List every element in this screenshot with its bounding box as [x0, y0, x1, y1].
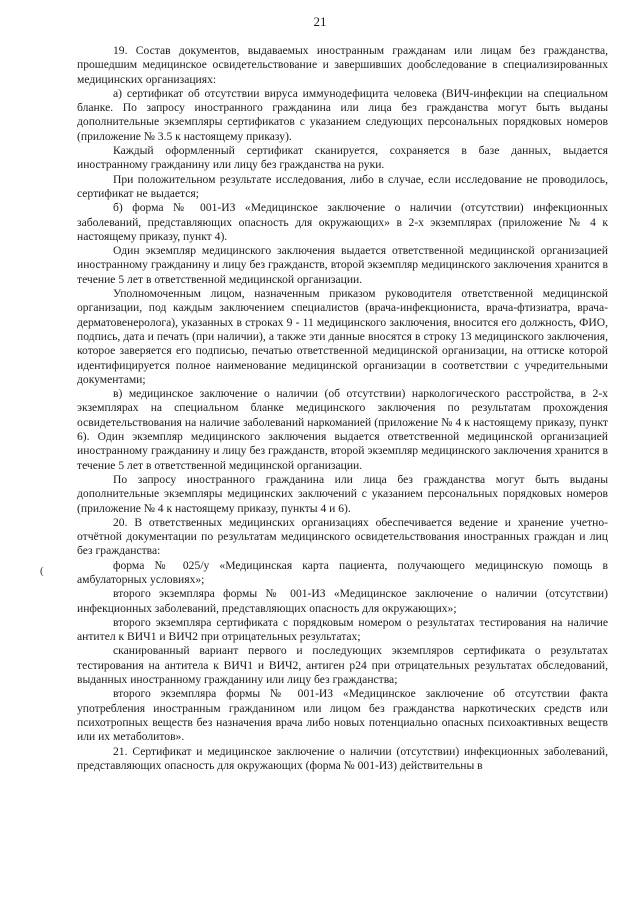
paragraph-21-validity: 21. Сертификат и медицинское заключение о наличии (отсутствии) инфекционных заболеваний, представляющих опасность для окружающих (форма № 001-ИЗ) действительны в	[77, 744, 608, 772]
page-number: 21	[313, 14, 327, 29]
paragraph-scanned-certificates: сканированный вариант первого и последующих экземпляров сертификата о результатах тестирования на антитела к ВИЧ1 и ВИЧ2, антиген р24 при отрицательных результатах обследований, выданных иностранному гражданину или лицу без гражданства;	[77, 644, 608, 687]
paragraph-second-copy-001: второго экземпляра формы № 001-ИЗ «Медицинское заключение о наличии (отсутствии) инфекционных заболеваний, представляющих опасность для окружающих»;	[77, 587, 608, 615]
paragraph-certificate-scanning: Каждый оформленный сертификат сканируется, сохраняется в базе данных, выдается иностранному гражданину или лицу без гражданства на руки.	[77, 144, 608, 172]
paragraph-second-copy-drugs: второго экземпляра формы № 001-ИЗ «Медицинское заключение об отсутствии факта употребления иностранным гражданином или лицом без гражданства наркотических средств или психотропных веществ без назначения врача либо новых потенциально опасных психоактивных веществ или их метаболитов».	[77, 687, 608, 744]
paragraph-form-025: форма № 025/у «Медицинская карта пациента, получающего медицинскую помощь в амбулаторных условиях»;	[77, 558, 608, 586]
paragraph-copy-storage: Один экземпляр медицинского заключения выдается ответственной медицинской организацией иностранному гражданину и лицу без гражданств, второй экземпляр медицинского заключения хранится в течение 5 лет в ответственной медицинской организации.	[77, 244, 608, 286]
paragraph-20-records: 20. В ответственных медицинских организациях обеспечивается ведение и хранение учетно-отчётной документации по результатам медицинского освидетельствования иностранных граждан и лиц без гражданства:	[77, 515, 608, 558]
paragraph-19b-form-001: б) форма № 001-ИЗ «Медицинское заключение о наличии (отсутствии) инфекционных заболеваний, представляющих опасность для окружающих» в 2-х экземплярах (приложение № 4 к настоящему приказу, пункт 4).	[77, 201, 608, 243]
paragraph-19a-hiv-certificate: а) сертификат об отсутствии вируса иммунодефицита человека (ВИЧ-инфекции на специальном бланке. По запросу иностранного гражданина или лица без гражданства могут быть выданы дополнительные экземпляры сертификатов с указанием следующих персональных порядковых номеров (приложение № 3.5 к настоящему приказу).	[77, 86, 608, 143]
paragraph-additional-copies: По запросу иностранного гражданина или лица без гражданства могут быть выданы дополнительные экземпляры медицинских заключений с указанием персональных порядковых номеров (приложение № 4 к настоящему приказу, пункты 4 и 6).	[77, 472, 608, 515]
document-body	[77, 44, 608, 773]
margin-mark: (	[40, 565, 44, 577]
paragraph-authorized-person: Уполномоченным лицом, назначенным приказом руководителя ответственной медицинской организации, под каждым заключением специалистов (врача-инфекциониста, врача-фтизиатра, врача-дерматовенеролога), указанных в строках 9 - 11 медицинского заключения, вносится его должность, ФИО, подпись, дата и печать (при наличии), а также эти данные вносятся в строку 13 медицинского заключения, которое заверяется его подписью, печатью ответственной медицинской организации, на оттиске которой идентифицируется полное наименование медицинской организации в соответствии с учредительными документами;	[77, 287, 608, 386]
paragraph-19-intro: 19. Состав документов, выдаваемых иностранным гражданам или лицам без гражданства, прошедшим медицинское освидетельствование и завершивших дообследование в специализированных медицинских организациях:	[77, 44, 608, 86]
paragraph-19v-narcology: в) медицинское заключение о наличии (об отсутствии) наркологического расстройства, в 2-х экземплярах на специальном бланке медицинского заключения по результатам прохождения освидетельствования на наличие заболеваний наркоманией (приложение № 4 к настоящему приказу, пункт 6). Один экземпляр медицинского заключения выдается ответственной медицинской организацией иностранному гражданину и лицу без гражданств, второй экземпляр медицинского заключения хранится в течение 5 лет в ответственной медицинской организации.	[77, 387, 608, 472]
paragraph-second-copy-certificate: второго экземпляра сертификата с порядковым номером о результатах тестирования на наличие антител к ВИЧ1 и ВИЧ2 при отрицательных результатах;	[77, 615, 608, 644]
paragraph-positive-result: При положительном результате исследования, либо в случае, если исследование не проводилось, сертификат не выдается;	[77, 172, 608, 200]
